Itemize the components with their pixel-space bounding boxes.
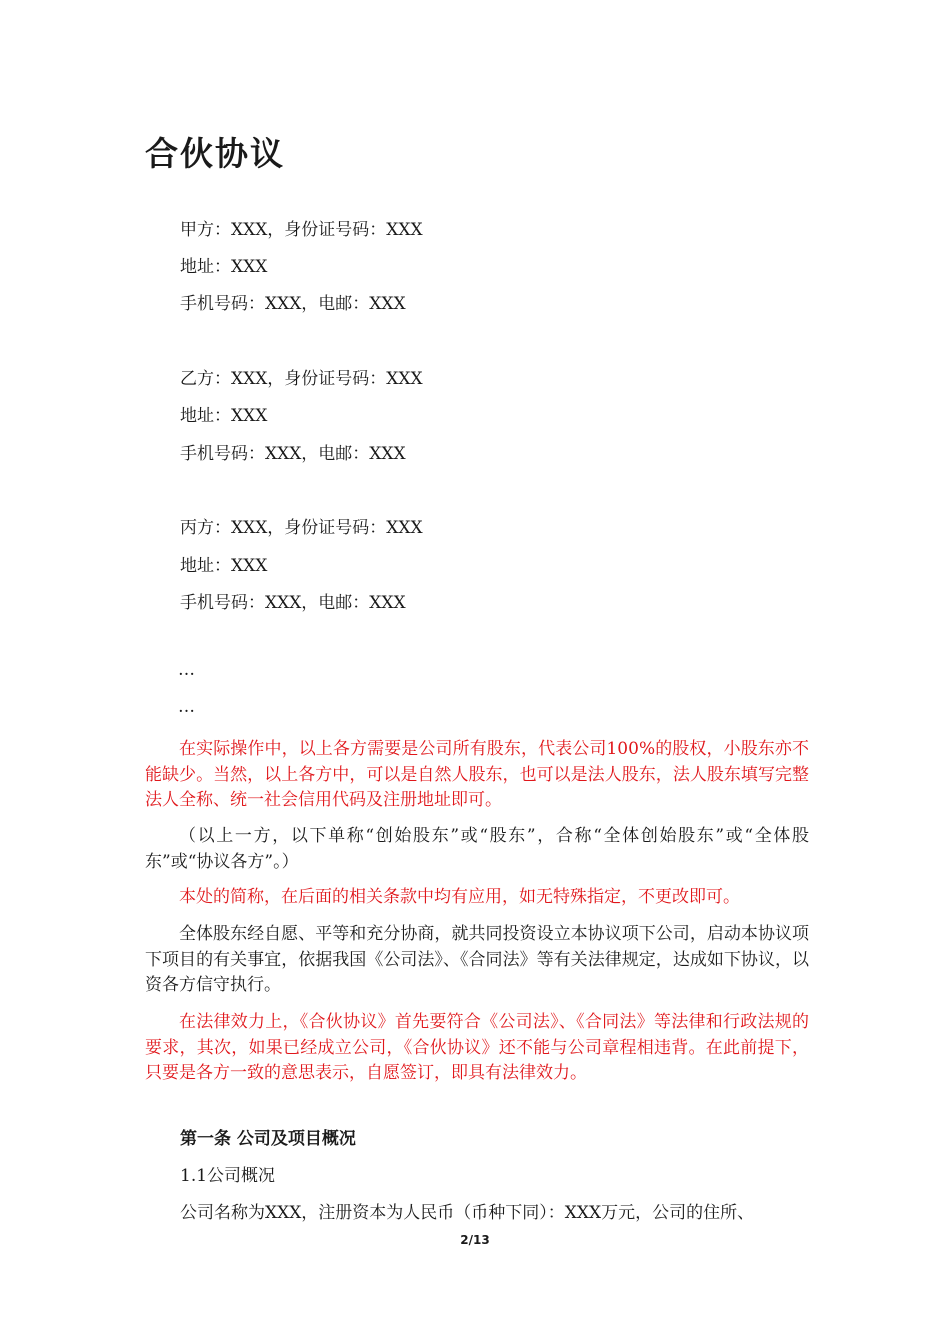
party-a-contact: 手机号码：XXX，电邮：XXX [180, 294, 406, 314]
ellipsis-2: … [178, 697, 196, 717]
section-text: 公司名称为XXX，注册资本为人民币（币种下同）：XXX万元，公司的住所、 [180, 1203, 755, 1223]
party-b-address: 地址：XXX [180, 406, 268, 426]
party-c-contact: 手机号码：XXX，电邮：XXX [180, 593, 406, 613]
party-a-id-line: 甲方：XXX，身份证号码：XXX [180, 220, 423, 240]
section-heading: 第一条 公司及项目概况 [180, 1129, 356, 1149]
party-c-id-line: 丙方：XXX，身份证号码：XXX [180, 518, 423, 538]
party-c-address: 地址：XXX [180, 556, 268, 576]
ellipsis-1: … [178, 660, 196, 680]
note-shareholders: 在实际操作中，以上各方需要是公司所有股东，代表公司100%的股权，小股东亦不能缺少。当然，以上各方中，可以是自然人股东，也可以是法人股东，法人股东填写完整法人全称、统一社会信用代码及注册地址即可。 [145, 739, 809, 810]
note-legal-effect: 在法律效力上，《合伙协议》首先要符合《公司法》、《合同法》等法律和行政法规的要求，其次，如果已经成立公司，《合伙协议》还不能与公司章程相违背。在此前提下，只要是各方一致的意思表示，自愿签订，即具有法律效力。 [145, 1012, 809, 1083]
page-number: 2/13 [460, 1233, 490, 1247]
document-title: 合伙协议 [145, 134, 285, 173]
party-b-contact: 手机号码：XXX，电邮：XXX [180, 444, 406, 464]
subsection-heading: 1.1公司概况 [180, 1166, 276, 1186]
note-abbreviations: 本处的简称，在后面的相关条款中均有应用，如无特殊指定，不更改即可。 [179, 887, 740, 907]
paragraph-definitions: （以上一方，以下单称“创始股东”或“股东”，合称“全体创始股东”或“全体股东”或“协议各方”。） [145, 826, 809, 872]
party-b-id-line: 乙方：XXX，身份证号码：XXX [180, 369, 423, 389]
paragraph-preamble: 全体股东经自愿、平等和充分协商，就共同投资设立本协议项下公司，启动本协议项下项目的有关事宜，依据我国《公司法》、《合同法》等有关法律规定，达成如下协议，以资各方信守执行。 [145, 924, 809, 995]
party-a-address: 地址：XXX [180, 257, 268, 277]
